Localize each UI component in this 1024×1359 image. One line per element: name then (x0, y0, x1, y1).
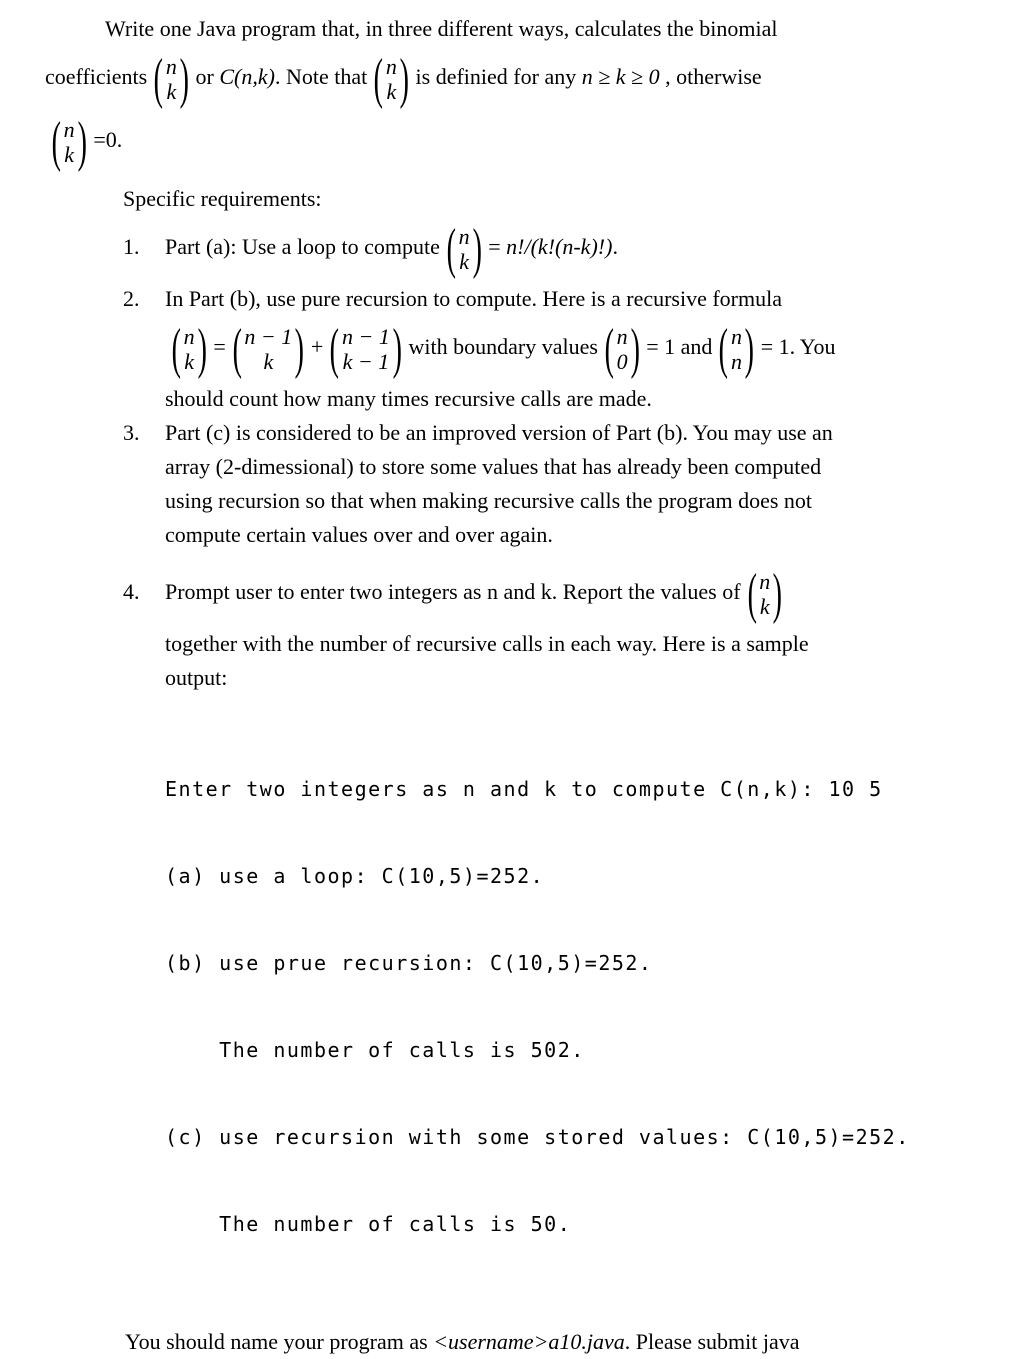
binomial-coefficient (603, 319, 641, 379)
right-paren-icon: ) (399, 48, 409, 110)
left-paren-icon: ( (232, 318, 242, 380)
binom-stack (165, 54, 178, 104)
item-number: 3. (123, 420, 140, 445)
footer-post: . Please submit java (624, 1329, 800, 1354)
list-item-4 (123, 564, 996, 695)
code-line: (a) use a loop: C(10,5)=252. (165, 864, 545, 888)
requirements-heading: Specific requirements: (123, 186, 322, 211)
footer-filename: <username>a10.java (433, 1329, 625, 1354)
intro-coefficients-text: coefficients (45, 64, 148, 90)
inequality-text: n ≥ k ≥ 0 (581, 64, 660, 90)
binomial-coefficient (372, 49, 410, 109)
item3-line-4: compute certain values over and over again. (165, 522, 553, 547)
item3-line-2: array (2-dimessional) to store some values that has already been computed (165, 454, 822, 479)
binom-bottom: 0 (616, 349, 628, 374)
binom-stack (63, 117, 76, 167)
item4-text-1: Prompt user to enter two integers as n and k. Report the values of (165, 579, 741, 605)
item1-line (123, 219, 996, 279)
cnk-notation: C(n,k) (219, 64, 275, 90)
item-number: 1. (123, 234, 140, 260)
binom-top: n (759, 569, 771, 594)
binom-top: n − 1 (341, 324, 390, 349)
binomial-coefficient (231, 319, 306, 379)
code-line: The number of calls is 502. (165, 1038, 585, 1062)
left-paren-icon: ( (171, 318, 181, 380)
item2-eq-one-you: = 1. You (760, 334, 836, 360)
right-paren-icon: ) (772, 563, 783, 625)
binom-bottom: k (184, 349, 195, 374)
item1-period: . (612, 234, 618, 260)
item2-line-1 (123, 282, 996, 316)
binom-stack (458, 224, 471, 274)
item3-line-1 (123, 416, 996, 450)
list-item-2 (123, 282, 996, 416)
binom-top: n (165, 54, 177, 79)
binomial-coefficient (170, 319, 208, 379)
binom-stack (243, 324, 293, 374)
left-paren-icon: ( (747, 563, 757, 625)
left-paren-icon: ( (446, 218, 456, 280)
intro-line-2 (45, 49, 996, 109)
binomial-coefficient (50, 112, 88, 172)
right-paren-icon: ) (197, 318, 207, 380)
binom-stack (183, 324, 196, 374)
intro-otherwise-text: , otherwise (659, 64, 762, 90)
binom-bottom: k (386, 79, 397, 104)
binomial-coefficient (152, 49, 190, 109)
footer-pre: You should name your program as (125, 1329, 428, 1354)
binom-top: n (63, 117, 75, 142)
right-paren-icon: ) (744, 318, 755, 380)
binom-top: n (183, 324, 195, 349)
binomial-coefficient (445, 219, 483, 279)
code-line: Enter two integers as n and k to compute C(n,k): 10 5 (165, 777, 883, 801)
item1-equals: = (488, 234, 501, 260)
binom-stack (616, 324, 629, 374)
left-paren-icon: ( (329, 318, 340, 380)
item3-line-3: using recursion so that when making recursive calls the program does not (165, 488, 813, 513)
binom-stack (758, 569, 771, 619)
equals-zero-text: =0. (93, 127, 123, 153)
binomial-coefficient (717, 319, 755, 379)
binom-bottom: k (166, 79, 177, 104)
intro-defined-text: is definied for any (415, 64, 577, 90)
left-paren-icon: ( (373, 48, 384, 110)
binom-stack (385, 54, 398, 104)
item-number: 4. (123, 579, 140, 605)
binom-top: n (458, 224, 470, 249)
binom-bottom: k (459, 249, 469, 274)
item4-line-1 (123, 564, 996, 624)
intro-or-text: or (195, 64, 214, 90)
binom-bottom: k (263, 349, 274, 374)
binom-bottom: k (759, 594, 770, 619)
binomial-coefficient (328, 319, 403, 379)
sample-output-code-block (165, 717, 996, 1297)
list-item-1 (123, 219, 996, 279)
binom-stack (730, 324, 743, 374)
intro-line-3 (45, 112, 996, 172)
intro-line-1: Write one Java program that, in three different ways, calculates the binomial (105, 16, 778, 41)
binom-top: n − 1 (244, 324, 293, 349)
code-line: (b) use prue recursion: C(10,5)=252. (165, 951, 653, 975)
left-paren-icon: ( (604, 318, 614, 380)
right-paren-icon: ) (392, 318, 402, 380)
binomial-coefficient (746, 564, 784, 624)
item2-equals: = (213, 334, 226, 360)
left-paren-icon: ( (719, 318, 729, 380)
binom-top: n (616, 324, 628, 349)
left-paren-icon: ( (51, 111, 61, 173)
item2-text-1: In Part (b), use pure recursion to compute. Here is a recursive formula (165, 286, 782, 311)
code-line: (c) use recursion with some stored values: C(10,5)=252. (165, 1125, 910, 1149)
item1-formula: n!/(k!(n-k)!) (506, 234, 613, 260)
binom-bottom: n (731, 349, 743, 374)
item1-text: Part (a): Use a loop to compute (165, 234, 440, 260)
intro-note-text: . Note that (274, 64, 368, 90)
right-paren-icon: ) (472, 218, 482, 280)
item4-line-2: together with the number of recursive calls in each way. Here is a sample (165, 631, 809, 656)
right-paren-icon: ) (630, 318, 640, 380)
list-item-3 (123, 416, 996, 552)
footer-text (125, 1325, 996, 1359)
left-paren-icon: ( (153, 48, 164, 110)
item2-line-3: should count how many times recursive calls are made. (165, 386, 652, 411)
item3-text-1: Part (c) is considered to be an improved version of Part (b). You may use an (165, 420, 833, 445)
right-paren-icon: ) (179, 48, 189, 110)
item-number: 2. (123, 286, 140, 311)
right-paren-icon: ) (77, 111, 87, 173)
item4-line-3: output: (165, 665, 228, 690)
binom-top: n (731, 324, 743, 349)
binom-stack (341, 324, 391, 374)
binom-bottom: k − 1 (342, 349, 390, 374)
binom-top: n (385, 54, 397, 79)
item2-eq-one-and: = 1 and (646, 334, 713, 360)
code-line: The number of calls is 50. (165, 1212, 572, 1236)
right-paren-icon: ) (294, 318, 305, 380)
item2-formula-line (165, 319, 996, 379)
item2-boundary-text: with boundary values (408, 334, 598, 360)
binom-bottom: k (64, 142, 75, 167)
item2-plus: + (310, 334, 324, 360)
